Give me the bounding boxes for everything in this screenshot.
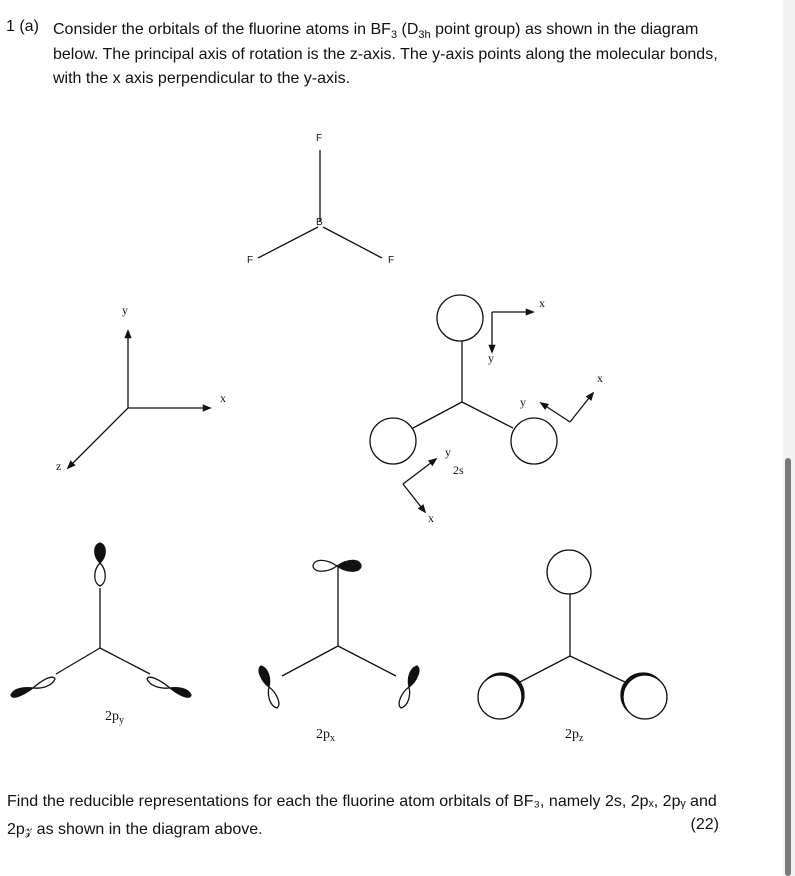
orbital-2py-label: [105, 709, 124, 726]
bond-right: [323, 227, 382, 258]
bf3-molecule: [258, 150, 382, 258]
orbital-2py-label-main: 2p: [105, 709, 119, 724]
pz-orbital-left: [478, 675, 522, 719]
question-line3: with the x axis perpendicular to the y-axis.: [53, 70, 351, 87]
orbital-2py-label-sub: y: [119, 715, 124, 726]
orbital-2pz-label-main: 2p: [565, 727, 579, 742]
question-line1-post: point group) as shown in the diagram: [430, 21, 699, 38]
s-right-y-label: y: [520, 395, 526, 409]
marks-badge: (22): [690, 816, 719, 833]
orbital-2px-label-sub: x: [330, 733, 335, 744]
pz-orbital-right: [623, 675, 667, 719]
atom-f-right: F: [388, 255, 395, 266]
question-line1-mid: (D: [397, 21, 419, 38]
orbital-2px-label: [316, 727, 335, 744]
orbital-2pz-label-sub: z: [579, 733, 584, 744]
atom-b-center: B: [316, 217, 323, 228]
s-orbital-top: [437, 295, 483, 341]
pz-orbital-top: [547, 550, 591, 594]
bond-left: [258, 227, 318, 258]
question-number: 1 (a): [6, 18, 39, 35]
question-line2: below. The principal axis of rotation is the z-axis. The y-axis points along the molecular bonds,: [53, 45, 718, 63]
z-axis-label: z: [56, 459, 62, 473]
s-left-x-label: x: [428, 511, 434, 525]
coordinate-axes: [68, 331, 210, 468]
question-line1-sub1: 3: [390, 29, 398, 42]
y-axis-label: y: [122, 303, 128, 317]
question-line1-pre: Consider the orbitals of the fluorine atoms in BF: [53, 21, 391, 38]
x-axis-label: x: [220, 391, 226, 405]
orbital-2pz-diagram: [478, 550, 667, 719]
s-top-y-label: y: [488, 351, 494, 365]
atom-f-top: F: [316, 133, 323, 144]
orbital-2px-diagram: [259, 560, 419, 708]
s-top-x-label: x: [539, 296, 545, 310]
footer-line2: 2p𝓏 as shown in the diagram above.: [7, 821, 263, 838]
orbital-2py-diagram: [11, 543, 191, 697]
z-axis-arrow: [68, 408, 128, 468]
footer-question: [7, 788, 719, 844]
s-orbital-left: [370, 418, 416, 464]
s-orbital-right: [511, 418, 557, 464]
question-line1-sub2: 3h: [418, 29, 431, 42]
orbital-2s-label: 2s: [453, 463, 464, 477]
atom-f-left: F: [247, 255, 254, 266]
s-right-x-label: x: [597, 371, 603, 385]
orbital-2s-diagram: [370, 295, 593, 512]
scrollbar-thumb[interactable]: [785, 458, 791, 876]
orbital-2pz-label: [565, 727, 584, 744]
footer-line1: Find the reducible representations for each the fluorine atom orbitals of BF₃, namely 2s, 2pₓ, 2pᵧ and: [7, 793, 717, 810]
s-left-y-label: y: [445, 445, 451, 459]
orbital-2px-label-main: 2p: [316, 727, 330, 742]
